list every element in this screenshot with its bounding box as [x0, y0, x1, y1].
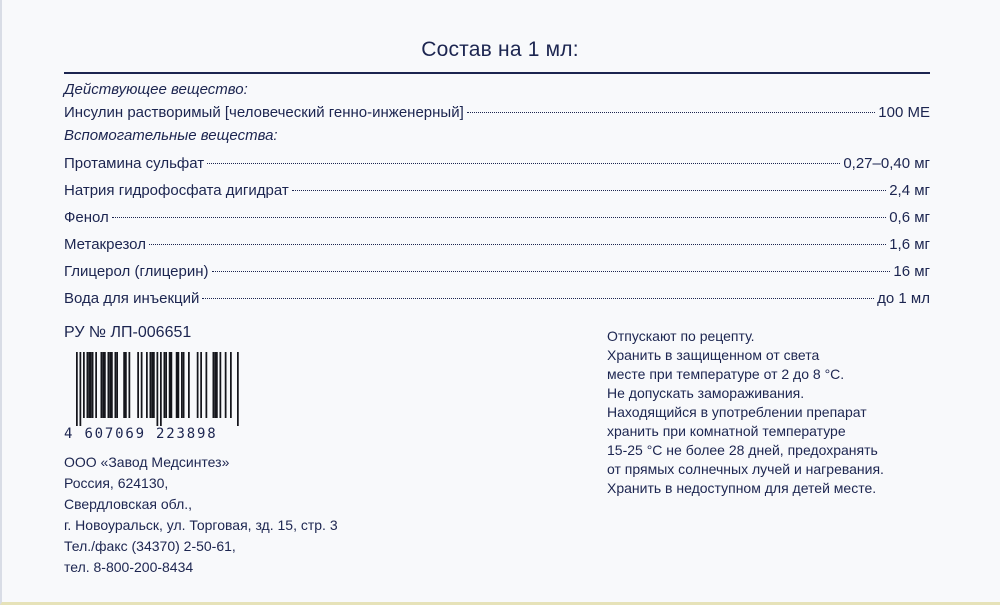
barcode-bar [101, 352, 103, 418]
barcode-bar [76, 352, 78, 426]
ingredient-name: Глицерол (глицерин) [64, 263, 209, 280]
ingredient-amount: до 1 мл [877, 290, 930, 307]
barcode-bar [87, 352, 89, 418]
ingredient-row [64, 260, 930, 283]
ingredient-row [64, 206, 930, 229]
ingredient-name: Метакрезол [64, 236, 146, 253]
barcode-bar [176, 352, 178, 418]
address-line: г. Новоуральск, ул. Торговая, зд. 15, стр. 3 [64, 517, 338, 533]
barcode-bar [115, 352, 117, 418]
ingredient-name: Протамина сульфат [64, 155, 205, 172]
excipients-heading: Вспомогательные вещества: [64, 127, 278, 144]
barcode-bar [188, 352, 190, 418]
barcode-bar [141, 352, 143, 418]
storage-line: хранить при комнатной температуре [607, 423, 846, 439]
barcode-bar [160, 352, 162, 426]
storage-line: Не допускать замораживания. [607, 385, 805, 401]
barcode-bar [90, 352, 92, 418]
barcode-bar [165, 352, 167, 418]
barcode-bar [157, 352, 159, 426]
storage-line: месте при температуре от 2 до 8 °С. [607, 366, 845, 382]
barcode-bar [137, 352, 139, 418]
barcode-bar [80, 352, 82, 426]
barcode-bar [216, 352, 218, 418]
ingredient-name: Натрия гидрофосфата дигидрат [64, 182, 289, 199]
barcode-bar [146, 352, 148, 418]
composition-title: Состав на 1 мл: [421, 38, 579, 61]
barcode [64, 352, 244, 444]
barcode-bar [213, 352, 215, 418]
barcode-bar [164, 352, 166, 418]
barcode-bar [88, 352, 90, 418]
storage-line: Хранить в защищенном от света [607, 347, 820, 363]
leader-dots [467, 112, 876, 113]
ingredient-amount: 1,6 мг [889, 236, 930, 253]
barcode-bar [237, 352, 239, 426]
ingredient-name: Вода для инъекций [64, 290, 200, 307]
barcode-bar [200, 352, 202, 418]
ingredient-amount: 0,6 мг [889, 209, 930, 226]
active-substance-heading: Действующее вещество: [64, 81, 248, 98]
barcode-bar [109, 352, 111, 418]
barcode-bar [183, 352, 185, 418]
leader-dots [149, 244, 886, 245]
barcode-bar [111, 352, 113, 418]
barcode-bar [230, 352, 232, 418]
barcode-bar [169, 352, 171, 418]
storage-line: Отпускают по рецепту. [607, 328, 755, 344]
ingredient-amount: 100 МЕ [878, 104, 930, 121]
leader-dots [212, 271, 891, 272]
leader-dots [112, 217, 886, 218]
address-line: тел. 8-800-200-8434 [64, 559, 194, 575]
leader-dots [292, 190, 886, 191]
storage-line: Находящийся в употреблении препарат [607, 404, 867, 420]
ingredient-amount: 16 мг [893, 263, 930, 280]
address-line: Россия, 624130, [64, 475, 169, 491]
barcode-bars [68, 352, 240, 426]
barcode-bar [108, 352, 110, 418]
title-divider [64, 72, 930, 74]
barcode-bar [178, 352, 180, 418]
barcode-digits: 4 607069 223898 [64, 426, 218, 442]
barcode-bar [171, 352, 173, 418]
ingredient-row [64, 233, 930, 256]
barcode-bar [92, 352, 94, 418]
ingredient-amount: 2,4 мг [889, 182, 930, 199]
leader-dots [202, 298, 874, 299]
ingredient-amount: 0,27–0,40 мг [843, 155, 930, 172]
barcode-bar [225, 352, 227, 418]
barcode-bar [214, 352, 216, 418]
barcode-bar [151, 352, 153, 418]
barcode-bar [206, 352, 208, 418]
barcode-bar [129, 352, 131, 418]
barcode-bar [116, 352, 118, 418]
ingredient-row [64, 287, 930, 310]
barcode-bar [181, 352, 183, 418]
storage-line: 15-25 °С не более 28 дней, предохранять [607, 442, 878, 458]
ingredient-name: Инсулин растворимый [человеческий генно-инженерный] [64, 104, 464, 121]
barcode-bar [197, 352, 199, 418]
barcode-bar [102, 352, 104, 418]
barcode-bar [153, 352, 155, 418]
ingredient-name: Фенол [64, 209, 109, 226]
address-line: Тел./факс (34370) 2-50-61, [64, 538, 236, 554]
leader-dots [207, 163, 840, 164]
storage-line: Хранить в недоступном для детей месте. [607, 480, 877, 496]
barcode-bar [83, 352, 85, 418]
storage-line: от прямых солнечных лучей и нагревания. [607, 461, 884, 477]
composition-block [64, 78, 930, 314]
manufacturer-address [64, 452, 338, 578]
barcode-bar [123, 352, 125, 418]
barcode-bar [104, 352, 106, 418]
address-line: ООО «Завод Медсинтез» [64, 454, 230, 470]
barcode-bar [220, 352, 222, 418]
address-line: Свердловская обл., [64, 496, 193, 512]
ingredient-row [64, 152, 930, 175]
storage-instructions [607, 327, 884, 498]
barcode-bar [95, 352, 97, 418]
registration-number: РУ № ЛП-006651 [64, 324, 192, 341]
ingredient-row [64, 179, 930, 202]
barcode-bar [150, 352, 152, 418]
ingredient-row [64, 101, 930, 124]
barcode-bar [125, 352, 127, 418]
